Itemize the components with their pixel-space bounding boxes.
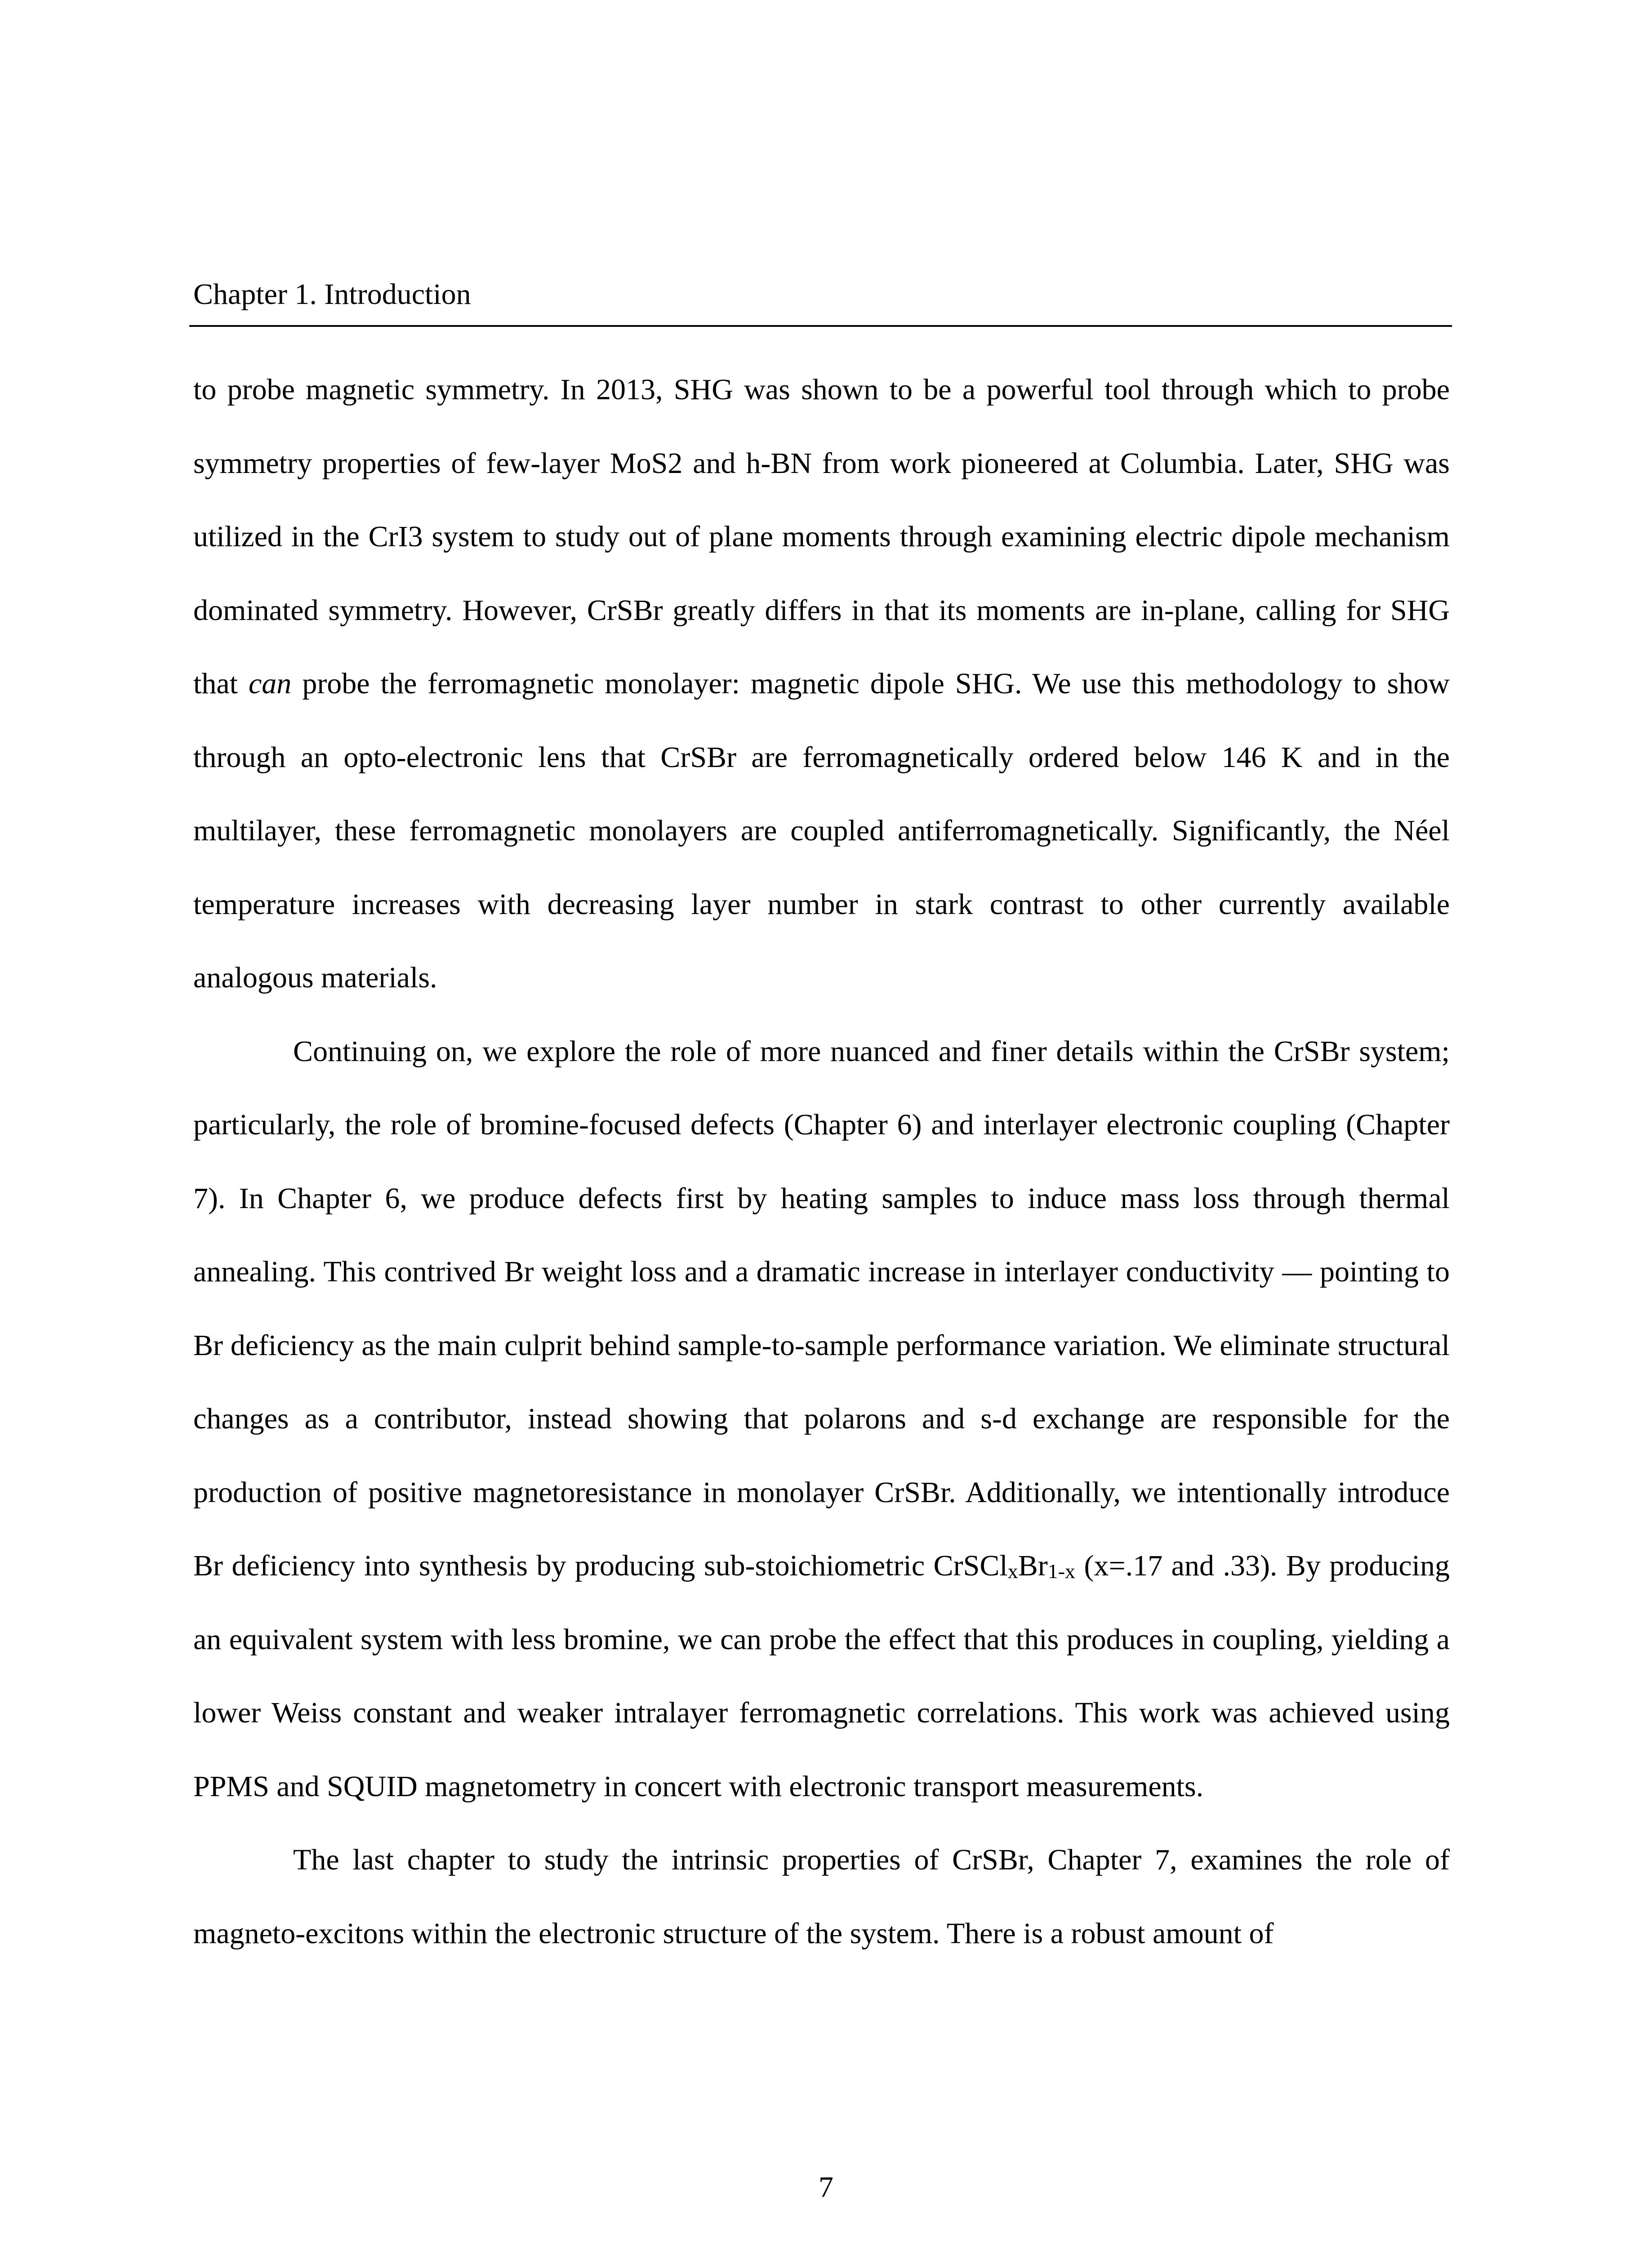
paragraph-1-text-b: probe the ferromagnetic monolayer: magnetic dipole SHG. We use this methodology to show through an opto-electronic lens that CrSBr are ferromagnetically ordered below 146 K and in the multilayer, these ferromagnetic monolayers are coupled antiferromagnetically. Significantly, the Néel temperature increases with decreasing layer number in stark contrast to other currently available analogous materials. bbox=[193, 667, 1450, 994]
paragraph-2 bbox=[193, 1015, 1450, 1824]
page-number: 7 bbox=[819, 2171, 833, 2203]
paragraph-2-text-b: Br bbox=[1018, 1549, 1048, 1582]
paragraph-3-text: The last chapter to study the intrinsic properties of CrSBr, Chapter 7, examines the role of magneto-excitons within the electronic structure of the system. There is a robust amount of bbox=[193, 1843, 1450, 1950]
paragraph-1-text-a: to probe magnetic symmetry. In 2013, SHG was shown to be a powerful tool through which to probe symmetry properties of few-layer MoS2 and h-BN from work pioneered at Columbia. Later, SHG was utilized in the CrI3 system to study out of plane moments through examining electric dipole mechanism dominated symmetry. However, CrSBr greatly differs in that its moments are in-plane, calling for SHG that bbox=[193, 373, 1450, 700]
paragraph-1 bbox=[193, 353, 1450, 1015]
paragraph-3 bbox=[193, 1823, 1450, 1970]
paragraph-2-text-a: Continuing on, we explore the role of more nuanced and finer details within the CrSBr system; particularly, the role of bromine-focused defects (Chapter 6) and interlayer electronic coupling (Chapter 7). In Chapter 6, we produce defects first by heating samples to induce mass loss through thermal annealing. This contrived Br weight loss and a dramatic increase in interlayer conductivity — pointing to Br deficiency as the main culprit behind sample-to-sample performance variation. We eliminate structural changes as a contributor, instead showing that polarons and s-d exchange are responsible for the production of positive magnetoresistance in monolayer CrSBr. Additionally, we intentionally introduce Br deficiency into synthesis by producing sub-stoichiometric CrSCl bbox=[193, 1035, 1450, 1582]
body-text bbox=[193, 353, 1450, 1970]
paragraph-2-text-c: (x=.17 and .33). By producing an equivalent system with less bromine, we can probe the effect that this produces in coupling, yielding a lower Weiss constant and weaker intralayer ferromagnetic correlations. This work was achieved using PPMS and SQUID magnetometry in concert with electronic transport measurements. bbox=[193, 1549, 1450, 1803]
emphasis-can: can bbox=[249, 667, 292, 700]
subscript-1-x: 1-x bbox=[1047, 1560, 1076, 1583]
running-head: Chapter 1. Introduction bbox=[193, 278, 471, 311]
subscript-x: x bbox=[1007, 1560, 1018, 1583]
header-rule bbox=[189, 325, 1452, 327]
